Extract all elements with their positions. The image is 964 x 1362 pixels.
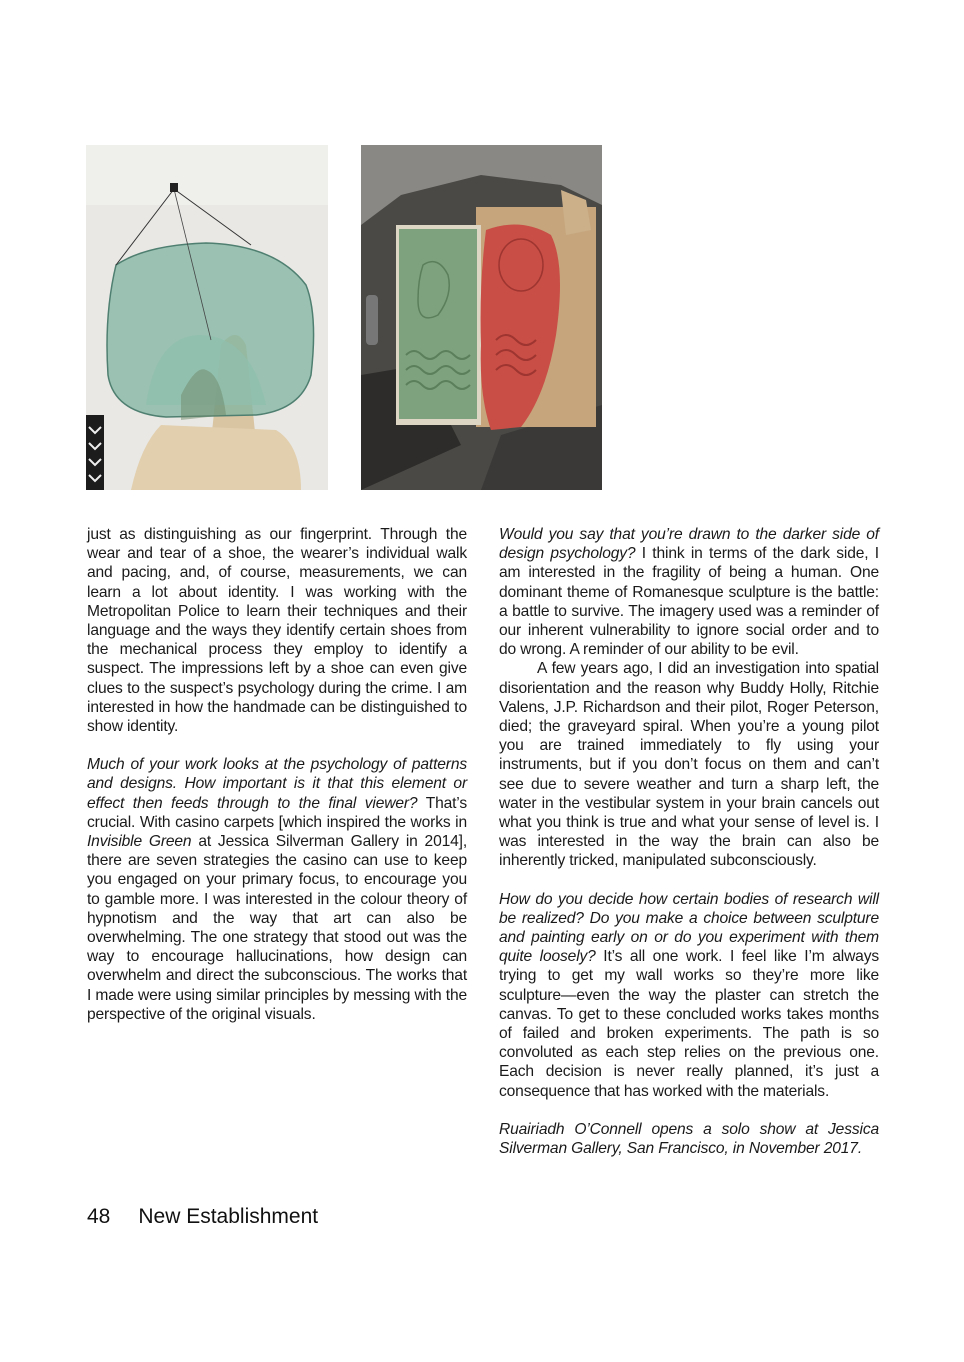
qa-research bbox=[499, 890, 879, 1101]
qa-patterns bbox=[87, 755, 467, 1024]
paragraph-graveyard-spiral bbox=[499, 659, 879, 870]
credit-text: Ruairiadh O’Connell opens a solo show at Jessica Silverman Gallery, San Francisco, in November 2017. bbox=[499, 1120, 879, 1158]
page-number: 48 bbox=[87, 1205, 111, 1228]
qa-dark-side bbox=[499, 525, 879, 659]
answer-patterns-part1: That’s crucial. With casino carpets [which inspired the works in bbox=[87, 794, 467, 831]
left-column bbox=[87, 525, 467, 1024]
photo-glass-shield bbox=[86, 145, 328, 490]
work-title: Invisible Green bbox=[87, 833, 192, 851]
right-column bbox=[499, 525, 879, 1158]
paragraph-text: just as distinguishing as our fingerprint. Through the wear and tear of a shoe, the wearer’s individual walk and pacing, and, of course, measurements, we can learn a lot about identity. I was working with the Metropolitan Police to learn their techniques and their language and the ways they identify certain shoes from the mechanical process they employ to identify a suspect. The impressions left by a shoe can even give clues to the suspect’s psychology during the crime. I am interested in how the handmade can be distinguished to show identity. bbox=[87, 526, 467, 736]
paragraph-text: A few years ago, I did an investigation into spatial disorientation and the reason why Buddy Holly, Ritchie Valens, J.P. Richardson and their pilot, Roger Peterson, died; the graveyard spiral. When you’re a young pilot you are trained immediately to fly using your instruments, but if you don’t focus on them and can’t see due to severe weather and turn a sharp left, the water in the vestibular system in your brain cancels out what you think is true and what your sense of level is. I was interested in the way the brain can also be inherently tricked, manipulated subconsciously. bbox=[499, 660, 879, 870]
question-dark-side: Would you say that you’re drawn to the darker side of design psychology? bbox=[499, 526, 879, 563]
publication-name: New Establishment bbox=[138, 1205, 319, 1228]
question-research: How do you decide how certain bodies of research will be realized? Do you make a choice between sculpture and painting early on or do you experiment with them quite loosely? bbox=[499, 890, 879, 966]
page-footer bbox=[87, 1204, 318, 1230]
answer-patterns-part2: at Jessica Silverman Gallery in 2014], there are seven strategies the casino can use to keep you engaged on your primary focus, to encourage you to gamble more. I was interested in the colour theory of hypnotism and the way that art can also be overwhelming. The one strategy that stood out was the way to encourage hallucinations, how design can overwhelm and direct the subconscious. The works that I made were using similar principles by messing with the perspective of the original visuals. bbox=[87, 833, 468, 1023]
paragraph-identity bbox=[87, 525, 467, 736]
article-credit bbox=[499, 1120, 879, 1158]
answer-research: It’s all one work. I feel like I’m always trying to get my wall works so they’re more like sculpture—even the way the plaster can stretch the canvas. To get to these concluded works takes months of failed and broken experiments. The path is so convoluted as each step relies on the previous one. Each decision is never really planned, it’s just a consequence that has worked with the materials. bbox=[499, 948, 879, 1100]
answer-dark-side: I think in terms of the dark side, I am interested in the fragility of being a human. One dominant theme of Romanesque sculpture is the battle: a battle to survive. The imagery used was a reminder of our inherent vulnerability to ignore social order and to do wrong. A reminder of our ability to be evil. bbox=[499, 545, 879, 659]
question-patterns: Much of your work looks at the psychology of patterns and designs. How important is it that this element or effect then feeds through to the final viewer? bbox=[87, 756, 467, 812]
photo-shoeprint-casts bbox=[361, 145, 602, 490]
